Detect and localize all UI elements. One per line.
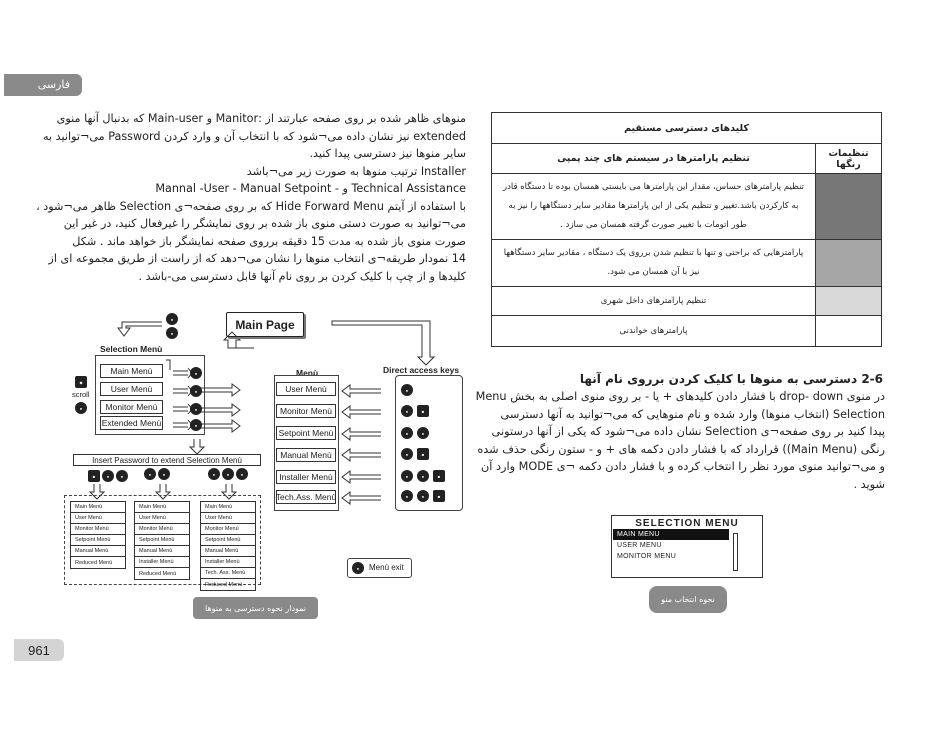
key-icon[interactable]: ■: [433, 470, 445, 482]
text-line: صورت منوی باز شده به مدت 15 دقیقه برروی صفحه نمایشگر باز خواهد ماند . شکل: [72, 234, 466, 248]
arrow-direct-to-menu: [342, 428, 381, 440]
text-line: Technical Assistance و - Mannal -User - Manual Setpoint: [155, 182, 466, 195]
section-paragraph: [475, 388, 885, 493]
arrow-direct-to-menu: [342, 471, 381, 483]
menu-access-diagram: [60, 302, 468, 592]
extended-list-2: [134, 501, 190, 580]
key-icon[interactable]: ●: [158, 468, 170, 480]
text-line: extended نیز نشان داده می¬شود که با انتخاب آن و وارد کردن Password می¬توانید به: [42, 129, 466, 143]
list-item[interactable]: Installer Menù: [201, 557, 255, 568]
menu-item-user[interactable]: User Menù: [276, 382, 336, 396]
arrow-down: [190, 439, 204, 454]
key-icon[interactable]: ■: [417, 405, 429, 417]
text-line: رنگی (Main Menu)) قرارداد که با فشار دادن دکمه های + و - ستون رنگی حذف شده: [477, 442, 885, 456]
text-line: می¬توانید به صورت دستی منوی باز شده بر روی نمایشگر را غیرفعال کنید، در غیر این: [63, 217, 466, 230]
insert-password-box[interactable]: Insert Password to extend Selection Menù: [73, 454, 261, 466]
text-line: پیدا کنید بر روی صفحه¬ی Selection نشان داده می¬شود که یکی از آنها درستونی: [491, 425, 885, 438]
intro-paragraph: [36, 110, 466, 285]
menu-item-setpoint[interactable]: Setpoint Menù: [276, 426, 336, 440]
direct-access-keys-label: Direct access keys: [383, 365, 460, 375]
scroll-label: scroll: [72, 390, 90, 399]
list-item[interactable]: Installer Menù: [135, 557, 189, 568]
color-swatch: [816, 287, 882, 316]
selection-screen-title: SELECTION MENU: [635, 518, 739, 529]
key-icon[interactable]: ●: [417, 427, 429, 439]
selection-item-monitor-menu[interactable]: Monitor Menù: [100, 400, 163, 414]
menu-label: Menù: [296, 368, 319, 378]
selection-item-extended-menu[interactable]: Extended Menù: [101, 418, 162, 428]
header-colors: تنظیمات رنگها: [816, 144, 882, 174]
header-params: تنظیم پارامترها در سیستم های چند پمپی: [492, 144, 816, 174]
list-item[interactable]: Manual Menù: [71, 546, 125, 557]
key-icon[interactable]: ■: [88, 470, 100, 482]
list-item[interactable]: Main Menù: [71, 502, 125, 513]
arrow-main-to-direct: [332, 321, 434, 365]
list-item[interactable]: Monitor Menù: [71, 524, 125, 535]
key-icon[interactable]: ●: [236, 468, 248, 480]
key-icon[interactable]: ●: [75, 402, 87, 414]
key-icon[interactable]: ●: [144, 468, 156, 480]
text-line: 14 نمودار طریقه¬ی انتخاب منوها را نشان می¬دهد که از راست از طریق مجموعه ای از: [48, 252, 466, 265]
selection-menu-label: Selection Menù: [100, 344, 163, 354]
table-title: کلیدهای دسترسی مستقیم: [492, 113, 882, 144]
arrow-direct-to-menu: [342, 385, 381, 397]
color-swatch: [816, 316, 882, 347]
menu-exit-label: Menù exit: [369, 563, 404, 572]
list-item[interactable]: User Menù: [201, 513, 255, 524]
key-icon[interactable]: ●: [190, 385, 202, 397]
table-cell-text: تنظیم پارامترهای حساس، مقدار این پارامترها می بایستی همسان بوده تا دستگاه قادر به کارکردن باشد.تغییر و تنظیم یکی از این پارامترها مقادیر سایر دستگاهها را نیز به طور اتومات با تغییر صورت گرفته همسان می سازد .: [492, 174, 816, 240]
list-item[interactable]: User Menù: [71, 513, 125, 524]
selection-item-main-menu[interactable]: Main Menù: [100, 364, 163, 378]
key-icon[interactable]: ●: [401, 384, 413, 396]
key-icon[interactable]: ●: [401, 427, 413, 439]
text-line: Installer ترتیب منوها به صورت زیر می¬باشد: [246, 164, 466, 178]
page-number: 961: [14, 639, 64, 661]
key-icon[interactable]: ●: [190, 403, 202, 415]
selection-screen-item-monitor[interactable]: MONITOR MENU: [617, 553, 677, 560]
menu-item-manual[interactable]: Manual Menù: [276, 448, 336, 462]
list-item[interactable]: Main Menù: [201, 502, 255, 513]
key-icon[interactable]: ●: [190, 419, 202, 431]
menu-item-installer[interactable]: Installer Menù: [276, 470, 336, 484]
arrow-direct-to-menu: [342, 492, 381, 504]
scrollbar[interactable]: [733, 533, 738, 571]
key-icon[interactable]: ■: [433, 490, 445, 502]
arrow-direct-to-menu: [342, 449, 381, 461]
text-line: با استفاده از آیتم Hide Forward Menu که بر روی صفحه¬ی Selection ظاهر می¬شود ،: [36, 199, 466, 213]
list-item[interactable]: Setpoint Menù: [71, 535, 125, 546]
table-cell-text: تنظیم پارامترهای داخل شهری: [492, 287, 816, 316]
main-page-box[interactable]: Main Page: [226, 312, 304, 337]
arrow-direct-to-menu: [342, 406, 381, 418]
text-line: در منوی drop- down با فشار دادن کلیدهای + یا - بر روی منوی اصلی به بخش Menu: [475, 390, 885, 403]
key-icon[interactable]: ●: [352, 562, 364, 574]
scroll-key-icon[interactable]: ◆: [75, 376, 87, 388]
selection-screen-item-user[interactable]: USER MENU: [617, 542, 662, 549]
language-tab[interactable]: فارسی: [4, 74, 82, 96]
text-line: و می¬توانید منوی مورد نظر را انتخاب کرده و با فشار دادن دکمه ¬ی MODE وارد آن: [480, 460, 885, 473]
text-line: منوهای ظاهر شده بر روی صفحه عبارتند از :Manitor و Main-user که بدنبال آنها منوی: [56, 112, 466, 125]
key-icon[interactable]: ●: [417, 470, 429, 482]
list-item[interactable]: Monitor Menù: [135, 524, 189, 535]
color-swatch: [816, 174, 882, 240]
selection-screen-item-main[interactable]: MAIN MENU: [613, 529, 729, 540]
arrow-main-to-selection: [118, 322, 162, 336]
list-item[interactable]: Setpoint Menù: [135, 535, 189, 546]
text-line: کلیدها و از چپ با کلیک کردن بر روی نام آنها قابل دسترسی می-باشد .: [138, 269, 466, 283]
key-icon[interactable]: ●: [401, 448, 413, 460]
menu-item-tech-ass[interactable]: Tech.Ass. Menù: [275, 492, 337, 502]
mode-key-icon[interactable]: ●: [166, 327, 178, 339]
section-heading: 2-6 دسترسی به منوها با کلیک کردن برروی نام آنها: [579, 372, 883, 386]
key-icon[interactable]: ●: [116, 470, 128, 482]
diagram-caption: نمودار نحوه دسترسی به منوها: [193, 597, 318, 619]
list-item[interactable]: Reduced Menù: [75, 559, 113, 566]
key-icon[interactable]: ●: [190, 367, 202, 379]
key-icon[interactable]: ●: [102, 470, 114, 482]
key-icon[interactable]: ■: [417, 448, 429, 460]
mode-key-icon[interactable]: ●: [166, 313, 178, 325]
list-item[interactable]: Reduced Menù: [139, 570, 177, 577]
list-item[interactable]: Manual Menù: [201, 546, 255, 557]
key-icon[interactable]: ●: [417, 490, 429, 502]
table-cell-text: پارامترهای خواندنی: [492, 316, 816, 347]
extended-list-3: [200, 501, 256, 591]
list-item[interactable]: Monitor Menù: [201, 524, 255, 535]
key-icon[interactable]: ●: [208, 468, 220, 480]
selection-menu-screen: [611, 515, 763, 578]
list-item[interactable]: Reduced Menù: [205, 581, 243, 588]
selection-item-user-menu[interactable]: User Menù: [100, 382, 163, 396]
selection-caption: نحوه انتخاب منو: [649, 586, 727, 613]
color-swatch: [816, 240, 882, 287]
direct-access-keys-table: [491, 112, 882, 347]
table-cell-text: پارامترهایی که براحتی و تنها با تنظیم شدن برروی یک دستگاه ، مقادیر سایر دستگاهها نیز با آن همسان می شود.: [492, 240, 816, 287]
list-item[interactable]: Setpoint Menù: [201, 535, 255, 546]
key-icon[interactable]: ●: [222, 468, 234, 480]
key-icon[interactable]: ●: [401, 470, 413, 482]
key-icon[interactable]: ●: [401, 490, 413, 502]
list-item[interactable]: Main Menù: [135, 502, 189, 513]
text-line: سایر منوها نیز دسترسی پیدا کنید.: [309, 147, 466, 160]
text-line: شوید .: [853, 477, 885, 491]
list-item[interactable]: Tech. Ass. Menù: [201, 568, 255, 579]
text-line: Selection (انتخاب منوها) وارد شده و نام منوهایی که می¬توانید به آنها دسترسی: [500, 407, 885, 421]
list-item[interactable]: Manual Menù: [135, 546, 189, 557]
key-icon[interactable]: ●: [401, 405, 413, 417]
list-item[interactable]: User Menù: [135, 513, 189, 524]
extended-list-1: [70, 501, 126, 569]
menu-item-monitor[interactable]: Monitor Menù: [276, 404, 336, 418]
